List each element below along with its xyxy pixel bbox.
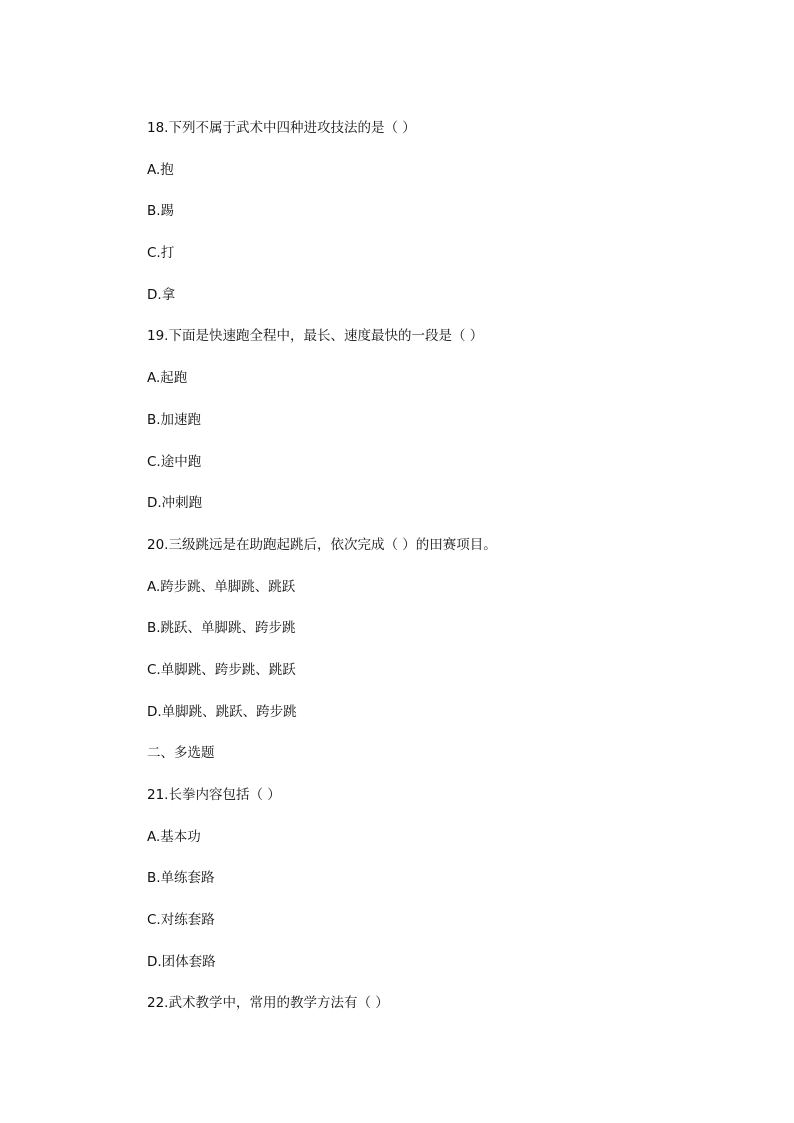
question-19: 19.下面是快速跑全程中，最长、速度最快的一段是（ ） xyxy=(147,328,484,345)
question-18: 18.下列不属于武术中四种进攻技法的是（ ） xyxy=(147,120,416,136)
option-20-d: D.单脚跳、跳跃、跨步跳 xyxy=(147,703,297,720)
option-21-c: C.对练套路 xyxy=(147,912,215,929)
option-19-c: C.途中跑 xyxy=(147,453,202,470)
question-22: 22.武术教学中，常用的教学方法有（ ） xyxy=(147,995,389,1012)
question-21: 21.长拳内容包括（ ） xyxy=(147,787,281,803)
option-19-a: A.起跑 xyxy=(147,370,188,387)
option-19-d: D.冲刺跑 xyxy=(147,495,203,512)
option-18-a: A.抱 xyxy=(147,161,174,178)
option-21-a: A.基本功 xyxy=(147,828,201,845)
option-20-c: C.单脚跳、跨步跳、跳跃 xyxy=(147,661,296,678)
option-20-a: A.跨步跳、单脚跳、跳跃 xyxy=(147,578,296,595)
question-20: 20.三级跳远是在助跑起跳后，依次完成（ ）的田赛项目。 xyxy=(147,536,497,553)
option-21-d: D.团体套路 xyxy=(147,953,216,970)
option-19-b: B.加速跑 xyxy=(147,411,202,428)
exam-content xyxy=(147,118,707,1035)
option-20-b: B.跳跃、单脚跳、跨步跳 xyxy=(147,620,296,637)
option-18-c: C.打 xyxy=(147,245,175,262)
option-18-d: D.拿 xyxy=(147,286,176,303)
option-18-b: B.踢 xyxy=(147,203,175,220)
section-heading-multiple-choice: 二、多选题 xyxy=(147,745,215,762)
option-21-b: B.单练套路 xyxy=(147,870,215,887)
